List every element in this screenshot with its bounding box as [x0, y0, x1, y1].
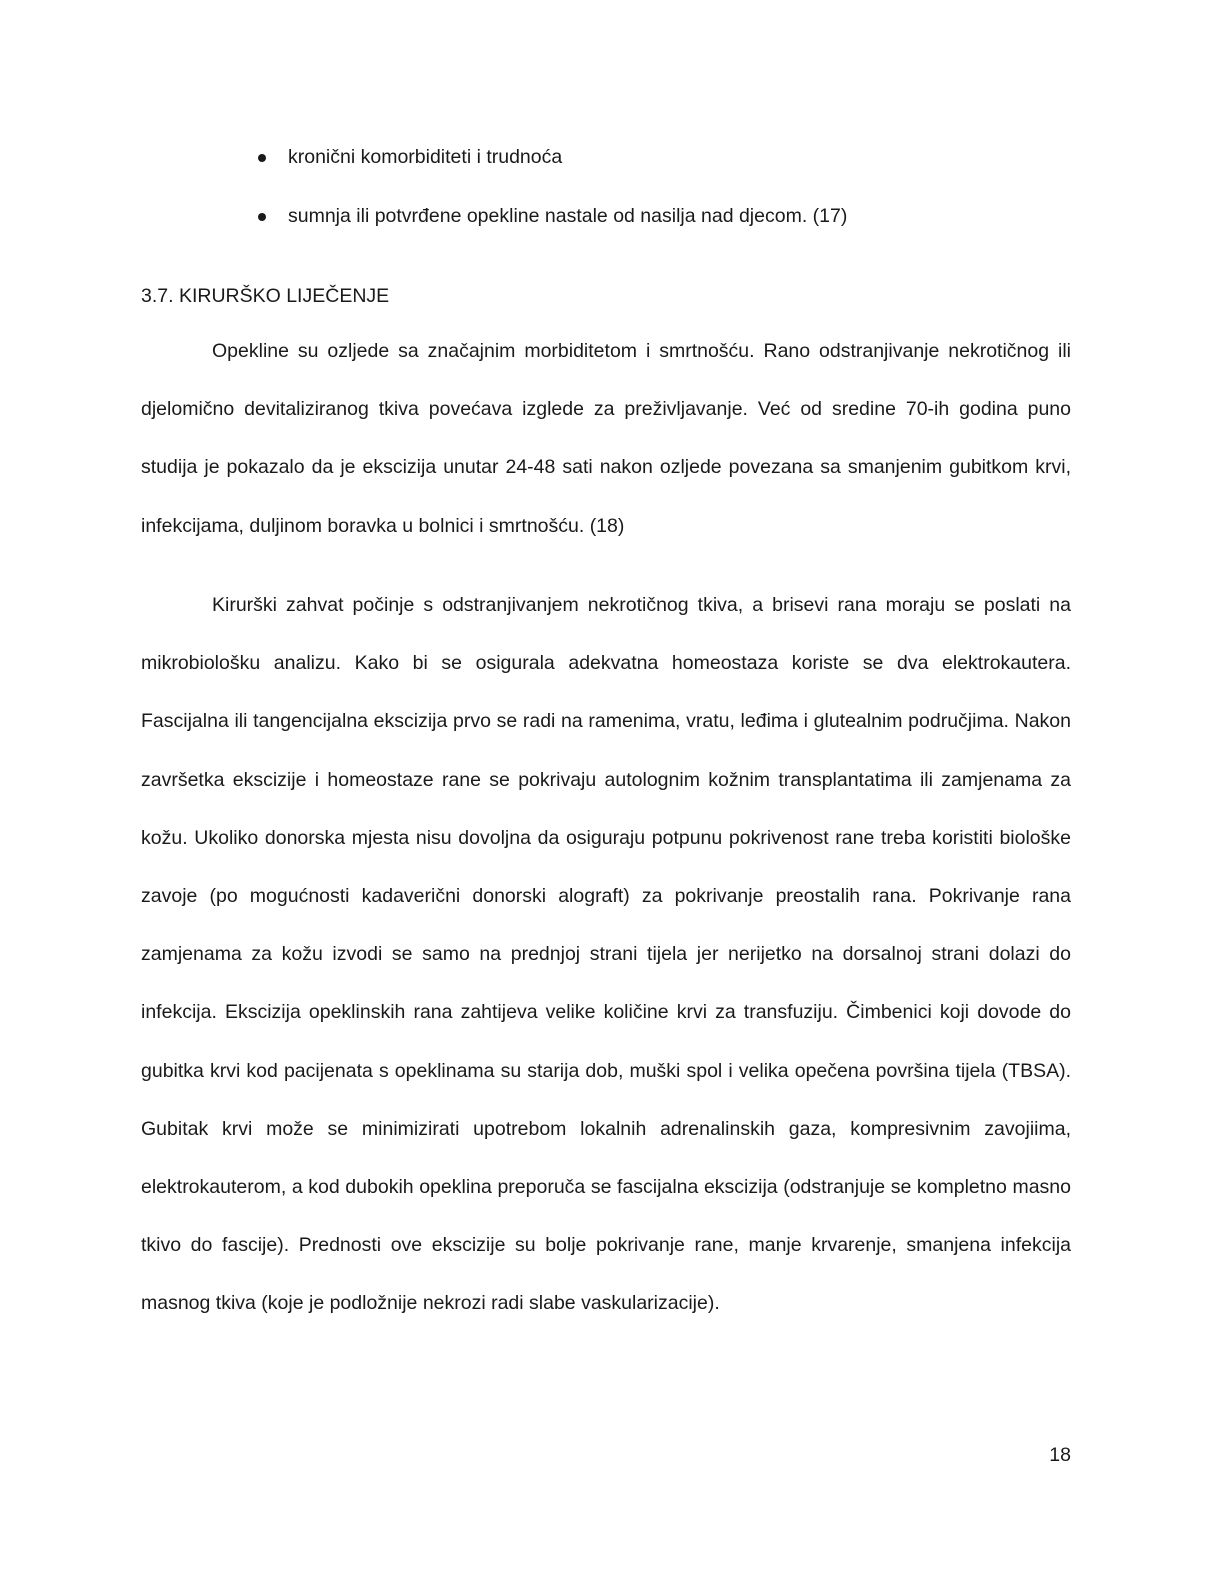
bullet-list: [258, 142, 1078, 260]
bullet-item: [258, 142, 1078, 172]
section-heading: 3.7. KIRURŠKO LIJEČENJE: [141, 285, 390, 307]
bullet-item: [258, 201, 1078, 231]
bullet-text: sumnja ili potvrđene opekline nastale od nasilja nad djecom. (17): [288, 205, 848, 227]
page-number: 18: [1049, 1444, 1071, 1466]
body-paragraph: Opekline su ozljede sa značajnim morbiditetom i smrtnošću. Rano odstranjivanje nekrotičnog ili djelomično devitaliziranog tkiva povećava izglede za preživljavanje. Već od sredine 70-ih godina puno studija je pokazalo da je ekscizija unutar 24-48 sati nakon ozljede povezana sa smanjenim gubitkom krvi, infekcijama, duljinom boravka u bolnici i smrtnošću. (18): [141, 340, 1071, 537]
body-paragraph: Kirurški zahvat počinje s odstranjivanjem nekrotičnog tkiva, a brisevi rana moraju se poslati na mikrobiološku analizu. Kako bi se osigurala adekvatna homeostaza koriste se dva elektrokautera. Fascijalna ili tangencijalna ekscizija prvo se radi na ramenima, vratu, leđima i glutealnim područjima. Nakon završetka ekscizije i homeostaze rane se pokrivaju autolognim kožnim transplantatima ili zamjenama za kožu. Ukoliko donorska mjesta nisu dovoljna da osiguraju potpunu pokrivenost rane treba koristiti biološke zavoje (po mogućnosti kadaverični donorski alograft) za pokrivanje preostalih rana. Pokrivanje rana zamjenama za kožu izvodi se samo na prednjoj strani tijela jer nerijetko na dorsalnoj strani dolazi do infekcija. Ekscizija opeklinskih rana zahtijeva velike količine krvi za transfuziju. Čimbenici koji dovode do gubitka krvi kod pacijenata s opeklinama su starija dob, muški spol i velika opečena površina tijela (TBSA). Gubitak krvi može se minimizirati upotrebom lokalnih adrenalinskih gaza, kompresivnim zavojiima, elektrokauterom, a kod dubokih opeklina preporuča se fascijalna ekscizija (odstranjuje se kompletno masno tkivo do fascije). Prednosti ove ekscizije su bolje pokrivanje rane, manje krvarenje, smanjena infekcija masnog tkiva (koje je podložnije nekrozi radi slabe vaskularizacije).: [141, 594, 1071, 1315]
bullet-point-icon: [258, 213, 266, 221]
bullet-point-icon: [258, 154, 266, 162]
bullet-text: kronični komorbiditeti i trudnoća: [288, 146, 563, 168]
